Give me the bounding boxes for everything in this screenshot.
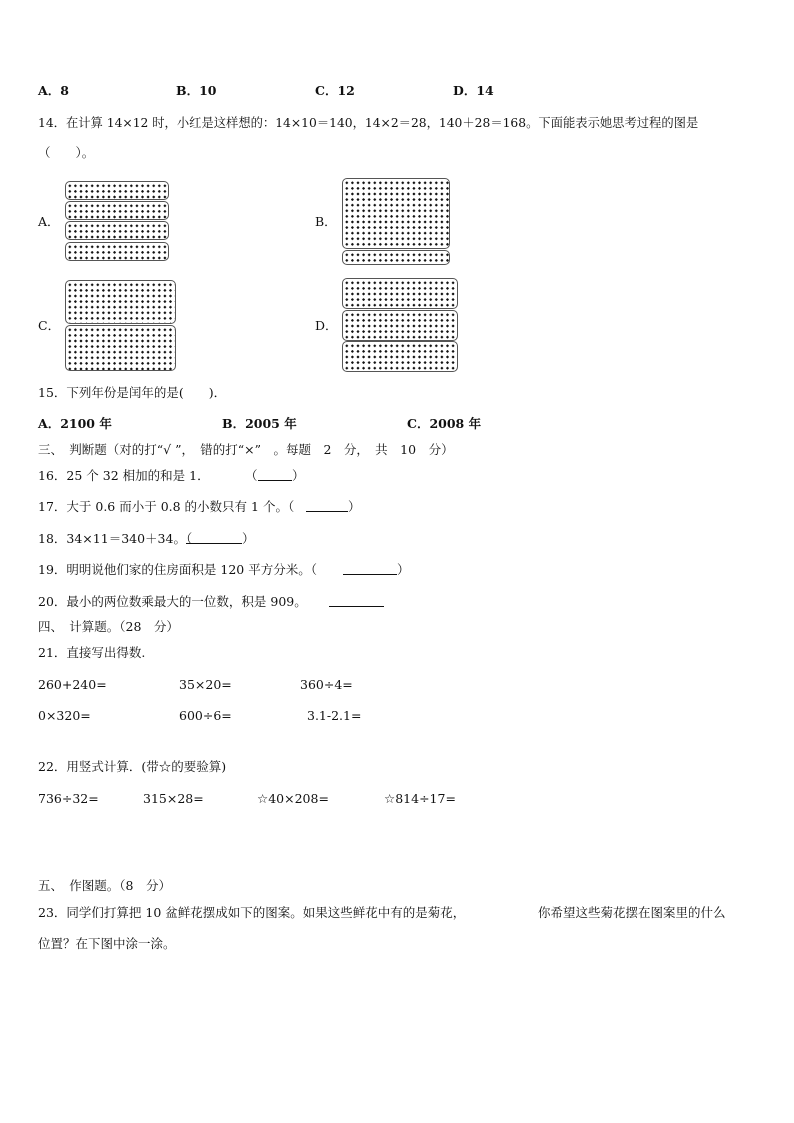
q14-label-a: A．: [38, 214, 60, 229]
q19-paren-close: ）: [397, 562, 410, 577]
q21-title: 21．直接写出得数.: [38, 645, 146, 660]
q18-answer-blank[interactable]: [186, 531, 242, 544]
q13-option-d: D．14: [453, 83, 494, 98]
q15-option-b: B．2005 年: [222, 416, 297, 431]
dot-array-b-strip: [342, 250, 450, 265]
q20-answer-blank[interactable]: [329, 594, 384, 607]
section-5-heading: 五、 作图题。（8 分）: [38, 878, 171, 893]
q18-paren-close: ）: [242, 531, 255, 546]
q20-text: 20．最小的两位数乘最大的一位数，积是 909。: [38, 594, 307, 609]
q21-item-2: 35×20=: [179, 677, 232, 692]
q22-title: 22．用竖式计算．(带☆的要验算): [38, 759, 227, 774]
q16-answer-blank[interactable]: [258, 468, 292, 481]
q17-paren-close: ）: [348, 499, 361, 514]
q21-item-5: 600÷6=: [179, 708, 232, 723]
q14-label-c: C．: [38, 318, 61, 333]
dot-array-d-top: [342, 278, 458, 309]
q16-text: 16．25 个 32 相加的和是 1．: [38, 468, 210, 483]
q23-line1-part1: 23．同学们打算把 10 盆鲜花摆成如下的图案。如果这些鲜花中有的是菊花，: [38, 905, 466, 920]
q22-item-3: ☆40×208=: [257, 791, 329, 806]
q19-answer-blank[interactable]: [343, 562, 397, 575]
dot-array-a-row1: [65, 181, 169, 200]
q23-line2: 位置？在下图中涂一涂。: [38, 936, 176, 951]
q17-text: 17．大于 0.6 而小于 0.8 的小数只有 1 个。（: [38, 499, 295, 514]
q15-text: 15．下列年份是闰年的是( )．: [38, 385, 227, 400]
q19-text: 19．明明说他们家的住房面积是 120 平方分米。（: [38, 562, 317, 577]
dot-array-b-main: [342, 178, 450, 249]
q17-answer-blank[interactable]: [306, 499, 348, 512]
q21-item-3: 360÷4=: [300, 677, 353, 692]
dot-array-c-top: [65, 280, 176, 324]
section-4-heading: 四、 计算题。（28 分）: [38, 619, 179, 634]
section-3-heading: 三、 判断题（对的打“√ ”， 错的打“×” 。每题 2 分， 共 10 分）: [38, 442, 454, 457]
q13-option-a: A．8: [38, 83, 69, 98]
q16-paren-close: ）: [292, 468, 305, 483]
q22-item-4: ☆814÷17=: [384, 791, 456, 806]
q14-label-d: D．: [315, 318, 338, 333]
q13-option-b: B．10: [176, 83, 217, 98]
q21-item-4: 0×320=: [38, 708, 91, 723]
dot-array-d-middle: [342, 310, 458, 341]
q22-item-2: 315×28=: [143, 791, 204, 806]
q21-item-1: 260+240=: [38, 677, 107, 692]
q14-paren: （ ）。: [38, 145, 95, 160]
q21-item-6: 3.1-2.1=: [307, 708, 362, 723]
dot-array-a-row2: [65, 201, 169, 220]
q22-item-1: 736÷32=: [38, 791, 99, 806]
dot-array-a-row3: [65, 221, 169, 240]
dot-array-c-bottom: [65, 325, 176, 371]
q15-option-c: C．2008 年: [407, 416, 482, 431]
q14-label-b: B．: [315, 214, 337, 229]
dot-array-a-row4: [65, 242, 169, 261]
q16-paren-open: （: [245, 468, 258, 483]
dot-array-d-bottom: [342, 341, 458, 372]
q13-option-c: C．12: [315, 83, 355, 98]
q18-text: 18．34×11＝340＋34。（: [38, 531, 193, 546]
q15-option-a: A．2100 年: [38, 416, 112, 431]
q14-text: 14．在计算 14×12 时，小红是这样想的：14×10＝140，14×2＝28，140＋28＝168。下面能表示她思考过程的图是: [38, 116, 699, 130]
q23-line1-part2: 你希望这些菊花摆在图案里的什么: [538, 905, 726, 920]
